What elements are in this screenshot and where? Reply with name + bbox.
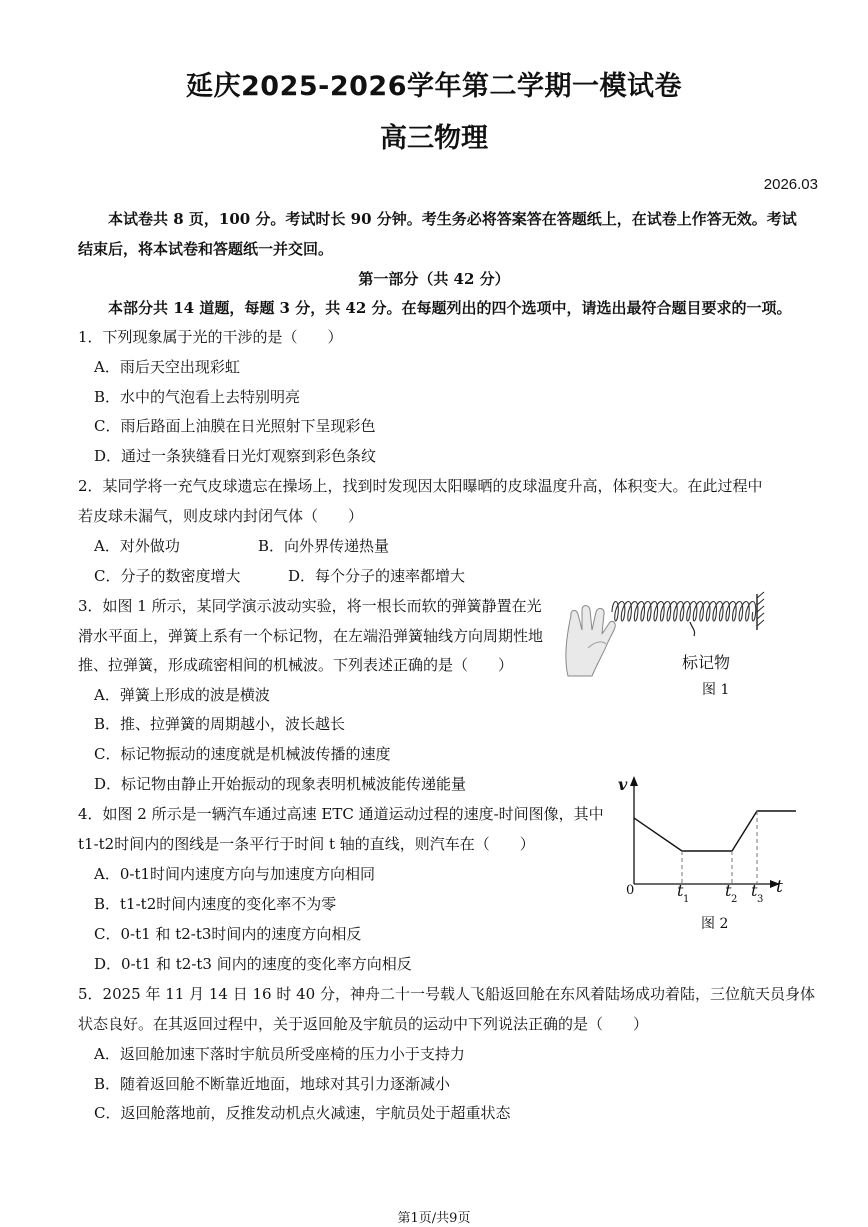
q2-option-c: C．分子的数密度增大: [94, 567, 241, 585]
instructions-line-1: 本试卷共 8 页，100 分。考试时长 90 分钟。考生务必将答案答在答题纸上，在试卷上作答无效。考试: [108, 210, 797, 228]
q4-option-b: B．t1-t2时间内速度的变化率不为零: [94, 895, 337, 913]
q1-stem: 1．下列现象属于光的干涉的是（ ）: [78, 328, 343, 346]
q1-option-c: C．雨后路面上油膜在日光照射下呈现彩色: [94, 417, 376, 435]
q4-option-a: A．0-t1时间内速度方向与加速度方向相同: [94, 865, 376, 883]
q3-stem-2: 滑水平面上，弹簧上系有一个标记物，在左端沿弹簧轴线方向周期性地: [78, 627, 544, 645]
q4-option-c: C．0-t1 和 t2-t3时间内的速度方向相反: [94, 925, 362, 943]
q5-stem-2: 状态良好。在其返回过程中，关于返回舱及宇航员的运动中下列说法正确的是（ ）: [78, 1015, 649, 1033]
t2-label: t: [725, 881, 732, 900]
q3-option-b: B．推、拉弹簧的周期越小，波长越长: [94, 715, 346, 733]
q1-option-a: A．雨后天空出现彩虹: [94, 358, 240, 376]
q2-stem-1: 2．某同学将一充气皮球遗忘在操场上，找到时发现因太阳曝晒的皮球温度升高，体积变大。在此过程中: [78, 477, 763, 495]
figure-2-vt-graph: [614, 770, 800, 942]
figure-2-caption: 图 2: [701, 916, 729, 932]
t1-label: t: [677, 881, 684, 900]
origin-label: 0: [626, 883, 635, 898]
t1-subscript: 1: [683, 894, 690, 905]
q3-stem-1: 3．如图 1 所示，某同学演示波动实验，将一根长而软的弹簧静置在光: [78, 597, 542, 615]
q2-option-d: D．每个分子的速率都增大: [288, 567, 466, 585]
spring-coils: [612, 602, 756, 622]
velocity-curve: [634, 811, 796, 851]
q1-option-d: D．通过一条狭缝看日光灯观察到彩色条纹: [94, 447, 377, 465]
instructions-line-2: 结束后，将本试卷和答题纸一并交回。: [78, 240, 334, 258]
q2-option-a: A．对外做功: [94, 537, 180, 555]
t2-subscript: 2: [731, 894, 738, 905]
exam-title: 延庆2025-2026学年第二学期一模试卷: [186, 71, 682, 102]
subject-title: 高三物理: [380, 123, 488, 154]
q4-option-d: D．0-t1 和 t2-t3 间内的速度的变化率方向相反: [94, 955, 412, 973]
q4-stem-2: t1-t2时间内的图线是一条平行于时间 t 轴的直线，则汽车在（ ）: [78, 835, 535, 853]
q5-stem-1: 5．2025 年 11 月 14 日 16 时 40 分，神舟二十一号载人飞船返回舱在东风着陆场成功着陆，三位航天员身体: [78, 985, 815, 1003]
q1-option-b: B．水中的气泡看上去特别明亮: [94, 388, 301, 406]
figure-1-spring: [560, 590, 776, 708]
q3-option-d: D．标记物由静止开始振动的现象表明机械波能传递能量: [94, 775, 467, 793]
q4-stem-1-text: 4．如图 2 所示是一辆汽车通过高速 ETC 通道运动过程的速度-时间图像，其中: [78, 805, 604, 823]
q3-option-a: A．弹簧上形成的波是横波: [94, 686, 270, 704]
v-axis-label: v: [618, 775, 628, 794]
q2-option-b: B．向外界传递热量: [258, 537, 390, 555]
t3-label: t: [751, 881, 758, 900]
section-intro: 本部分共 14 道题，每题 3 分，共 42 分。在每题列出的四个选项中，请选出最符合题目要求的一项。: [108, 299, 792, 317]
marker-point: [690, 622, 695, 636]
page-number: 第1页/共9页: [397, 1211, 471, 1226]
q5-option-b: B．随着返回舱不断靠近地面，地球对其引力逐渐减小: [94, 1075, 451, 1093]
q5-option-a: A．返回舱加速下落时宇航员所受座椅的压力小于支持力: [94, 1045, 465, 1063]
q5-option-c: C．返回舱落地前，反推发动机点火减速，宇航员处于超重状态: [94, 1104, 511, 1122]
wall: [757, 592, 764, 630]
hand-illustration: [566, 606, 615, 677]
q3-stem-3: 推、拉弹簧，形成疏密相间的机械波。下列表述正确的是（ ）: [78, 656, 514, 674]
q3-option-c: C．标记物振动的速度就是机械波传播的速度: [94, 745, 391, 763]
q4-stem-1: [78, 804, 604, 824]
v-axis-arrow-icon: [630, 776, 638, 786]
exam-date: 2026.03: [763, 176, 818, 193]
section-heading: 第一部分（共 42 分）: [358, 270, 510, 288]
t3-subscript: 3: [757, 894, 764, 905]
q2-stem-2: 若皮球未漏气，则皮球内封闭气体（ ）: [78, 507, 364, 525]
figure-1-caption: 图 1: [702, 682, 730, 698]
t-axis-label: t: [776, 877, 783, 897]
marker-label: 标记物: [682, 653, 731, 672]
